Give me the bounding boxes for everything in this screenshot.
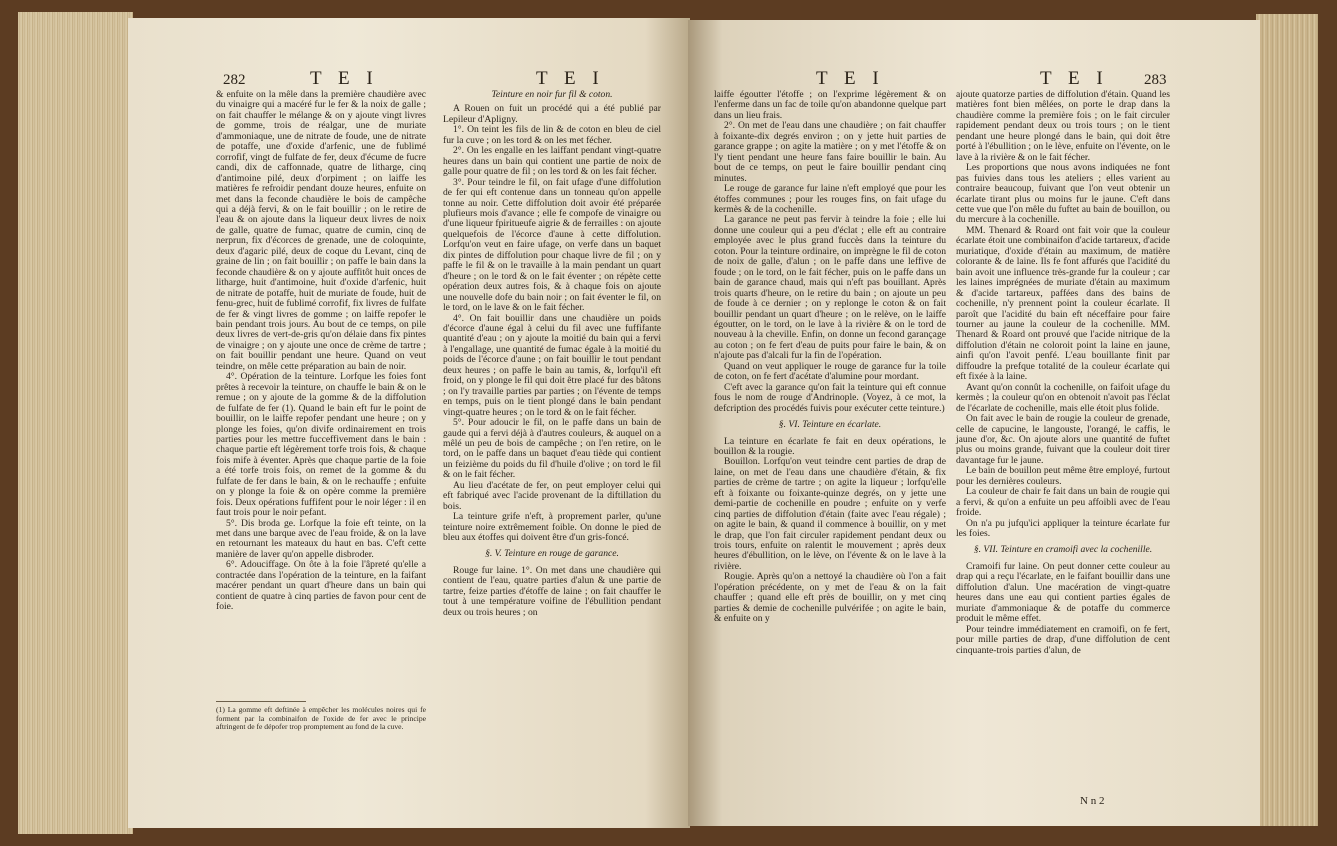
left-page-edges (18, 12, 133, 834)
paragraph: La teinture en écarlate fe fait en deux opérations, le bouillon & la rougie. (714, 435, 946, 457)
paragraph: Avant qu'on connût la cochenille, on faifoit ufage du kermès ; la couleur qu'on en obtenoit n'avoit pas l'éclat de l'écarlate de cochenille, mais elle étoit plus folide. (956, 381, 1170, 414)
paragraph: Bouillon. Lorfqu'on veut teindre cent parties de drap de laine, on met de l'eau dans une chaudière d'étain, & fix parties de crème de tartre ; on agite la liqueur ; lorfqu'elle eft à foixante ou foixante-quinze degrés, on y jette une demi-partie de cochenille en poudre ; enfuite on y verfe cinq parties de diffolution d'étain (faite avec l'eau régale) ; on agite le bain, & quand il commence à bouillir, on y met le drap, que l'on fait circuler rapidement pendant deux ou trois tours, enfuite on ralentit le mouvement ; après deux heures d'ébullition, on le lève, on l'évente & on le lave à la rivière. (714, 456, 946, 572)
signature-mark: N n 2 (1080, 795, 1105, 807)
paragraph: C'eft avec la garance qu'on fait la teinture qui eft connue fous le nom de rouge d'Andrinople. (Voyez, à ce mot, la defcription des procédés fuivis pour exécuter cette teinture.) (714, 381, 946, 414)
left-header-word-2: T E I (536, 68, 605, 89)
left-page (128, 18, 690, 828)
paragraph: 2°. On les engalle en les laiffant pendant vingt-quatre heures dans un bain qui contient une partie de noix de galle pour quatre de fil ; on les tord & on les fait fécher. (443, 145, 661, 178)
footnote: (1) La gomme eft deftinée à empêcher les molécules noires qui fe forment par la combinaifon de l'oxide de fer avec le principe aftringent de fe dépofer trop promptement au fond de la cuve. (216, 705, 426, 732)
right-page (688, 20, 1260, 826)
paragraph: 2°. On met de l'eau dans une chaudière ; on fait chauffer à foixante-dix degrés environ ; on y jette huit parties de garance grappe ; on agite la matière ; on y met l'étoffe & on l'y tient pendant une heure fans faire bouillir le bain. Au bout de ce temps, on peut le faire bouillir pendant cinq minutes. (714, 120, 946, 184)
paragraph: ajoute quatorze parties de diffolution d'étain. Quand les matières font bien mêlées, on porte le drap dans la chaudière comme la première fois ; on le fait circuler rapidement pendant deux ou trois tours ; on le tient pendant une heure plongé dans le bain, qui doit être porté à l'ébullition ; on le lève, enfuite on l'évente, on le lave à la rivière & on le fait fécher. (956, 89, 1170, 163)
paragraph: Rougie. Après qu'on a nettoyé la chaudière où l'on a fait l'opération précédente, on y met de l'eau & on la fait chauffer ; quand elle eft près de bouillir, on y met cinq parties & demie de cochenille pulvérifée ; on agite le bain, & enfuite on y (714, 571, 946, 625)
paragraph: 4°. On fait bouillir dans une chaudière un poids d'écorce d'aune égal à celui du fil avec une fuffifante quantité d'eau ; on y ajoute la moitié du bain qui a fervi à l'engallage, une quantité de fumac égale à la moitié du poids de l'écorce d'aune ; on fait bouillir le tout pendant deux heures ; on paffe le bain au tamis, &, lorfqu'il eft froid, on y plonge le fil qui doit être placé fur des bâtons ; on l'y travaille parties par parties ; on l'évente de temps en temps, puis on le tient plongé dans le bain pendant vingt-quatre heures ; on le tord & on le fait fécher. (443, 312, 661, 418)
paragraph: 4°. Opération de la teinture. Lorfque les foies font prêtes à recevoir la teinture, on chauffe le bain & on le remue ; on y ajoute de la gomme & de la diffolution de fulfate de fer (1). Quand le bain eft fur le point de bouillir, on le laiffe repofer pendant une heure ; on y plonge les foies, qu'on divife ordinairement en trois parties pour les mettre fucceffivement dans le bain : chaque partie eft légèrement torfe trois fois, & chaque fois mife à éventer. Après que chaque partie de la foie a été torfe trois fois, on remet de la gomme & du fulfate de fer dans le bain, & on le rechauffe ; enfuite on y plonge la foie & on opère comme la première fois. Deux opérations fuffifent pour le noir léger : il en faut trois pour le noir pefant. (216, 371, 426, 519)
paragraph: Le rouge de garance fur laine n'eft employé que pour les étoffes communes ; pour les rouges fins, on fait ufage du kermès & de la cochenille. (714, 183, 946, 215)
paragraph: La couleur de chair fe fait dans un bain de rougie qui a fervi, & qu'on a enfuite un peu affoibli avec de l'eau froide. (956, 486, 1170, 519)
right-header-word-1: T E I (816, 68, 885, 89)
paragraph: 1°. On teint les fils de lin & de coton en bleu de ciel fur la cuve ; on les tord & on les met fécher. (443, 124, 661, 146)
paragraph: 3°. Pour teindre le fil, on fait ufage d'une diffolution de fer qui eft contenue dans un tonneau qu'on appelle tonne au noir. Cette diffolution doit avoir été préparée plufieurs mois d'avance ; elle fe compofe de vinaigre ou d'une liqueur fpiritueufe aigrie & de ferrailles : on ajoute quelquefois de l'écorce d'aune à cette diffolution. Lorfqu'on veut en faire ufage, on verfe dans un baquet dix pintes de diffolution pour chaque livre de fil ; on y paffe le fil & on le travaille à la main pendant un quart d'heure ; on le tord & on le fait éventer ; on répète cette opération deux autres fois, & à chaque fois on ajoute une nouvelle dofe du bain noir ; on fait éventer le fil, on le tord, on le lave & on le fait fécher. (443, 176, 661, 314)
left-column-2 (443, 90, 661, 790)
paragraph: 6°. Adouciffage. On ôte à la foie l'âpreté qu'elle a contractée dans l'opération de la teinture, en la faifant macérer pendant un quart d'heure dans un bain qui contient de quatre à cinq parties de favon pour cent de foie. (216, 559, 426, 613)
right-page-number: 283 (1144, 72, 1167, 88)
section-heading-vi: §. VI. Teinture en écarlate. (778, 419, 882, 431)
paragraph: Quand on veut appliquer le rouge de garance fur la toile de coton, on fe fert d'acétate d'alumine pour mordant. (714, 360, 946, 383)
right-page-edges (1256, 14, 1318, 826)
paragraph: On n'a pu jufqu'ici appliquer la teinture écarlate fur les foies. (956, 517, 1170, 540)
section-heading-vii: §. VII. Teinture en cramoifi avec la cochenille. (973, 544, 1153, 556)
section-heading-v: §. V. Teinture en rouge de garance. (485, 548, 619, 560)
paragraph: laiffe égoutter l'étoffe ; on l'exprime légèrement & on l'enferme dans un fac de toile qu'on abandonne quelque part dans un lieu frais. (714, 89, 946, 121)
paragraph: & enfuite on la mêle dans la première chaudière avec du vinaigre qui a macéré fur le fer & la noix de galle ; on fait chauffer le mélange & on y ajoute vingt livres de gomme, trois de réalgar, une de muriate d'ammoniaque, une de nitrate de foude, une de nitrate de potaffe, une d'oxide d'arfenic, une de fublimé corrofif, vingt de fulfate de fer, deux d'écume de fucre candi, dix de caffonnade, quatre de litharge, cinq d'antimoine pilé, deux d'orpiment ; on laiffe les matières fe refroidir pendant douze heures, enfuite on met dans la feconde chaudière le bois de campêche qui a déjà fervi, & on le fait bouillir ; on le retire de l'eau & on ajoute dans la liqueur deux livres de noix de galle, quatre de fumac, quatre de cumin, cinq de nerprun, fix d'écorces de grenade, une de coloquinte, deux d'agaric pilé, deux de coque du Levant, cinq de graine de lin ; on fait bouillir ; on paffe le bain dans la feconde chaudière & on y ajoute auffitôt huit onces de litharge, huit d'antimoine, huit d'oxide d'arfenic, huit de nitrate de potaffe, huit de muriate de foude, huit de fenu-grec, huit de fublimé corrofif, fix livres de fulfate de fer & vingt livres de gomme ; on laiffe repofer le bain pendant trois jours. Au bout de ce temps, on pile deux livres de vert-de-gris qu'on délaie dans fix pintes de vinaigre ; on y ajoute une once de crème de tartre ; on fait bouillir pendant une heure. Quand on veut teindre, on mêle cette préparation au bain de noir. (216, 89, 426, 372)
left-header-word-1: T E I (310, 68, 379, 89)
paragraph: Rouge fur laine. 1°. On met dans une chaudière qui contient de l'eau, quatre parties d'alun & une partie de tartre, feize parties d'étoffe de laine ; on fait chauffer le tout à une température voifine de l'ébullition pendant deux ou trois heures ; on (443, 564, 661, 618)
paragraph: MM. Thenard & Roard ont fait voir que la couleur écarlate étoit une combinaifon d'acide tartareux, d'acide muriatique, d'oxide d'étain au maximum, de matière colorante & de laine. Ils fe font affurés que l'acidité du bain avoit une influence très-grande fur la couleur ; car les laines imprégnées de muriate d'étain au maximum & d'acide tartareux, paffées dans des bains de cochenille, n'y prennent point la couleur écarlate. Il paroît que l'acidité du bain eft néceffaire pour faire tourner au jaune la couleur de la cochenille. MM. Thenard & Roard ont prouvé que l'acide nitrique de la diffolution d'étain ne coloroit point la laine en jaune, ainfi qu'on l'avoit penfé. L'eau bouillante finit par diffoudre la prefque totalité de la couleur écarlate qui eft fixée à la laine. (956, 224, 1170, 383)
right-header-word-2: T E I (1040, 68, 1109, 89)
paragraph: 5°. Pour adoucir le fil, on le paffe dans un bain de gaude qui a fervi déjà à d'autres couleurs, & auquel on a mêlé un peu de bois de campêche ; on l'en retire, on le tord, on le paffe dans un baquet d'eau tiède qui contient un feizième du poids du fil d'huile d'olive ; on tord le fil & on le fait fécher. (443, 417, 661, 481)
left-page-number: 282 (223, 72, 246, 88)
paragraph: La garance ne peut pas fervir à teindre la foie ; elle lui donne une couleur qui a peu d'éclat ; elle eft au contraire employée avec le plus grand fuccès dans la teinture du coton. Pour la teinture ordinaire, on imprègne le fil de coton de noix de galle, d'alun ; on le paffe dans une leffive de foude ; on le tord, on le fait fécher, puis on le paffe dans un bain de garance chaud, mais qui n'eft pas bouillant. Après trois quarts d'heure, on le retire du bain ; on ajoute un peu de foude à ce dernier ; on y replonge le coton & on fait bouillir pendant un quart d'heure ; on le relève, on le laiffe égoutter, on le tord, on le lave à la rivière & on le tord de nouveau à la cheville. Enfin, on donne un fecond garançage au coton ; on fe fert d'eau de puits pour faire le bain, & on n'ajoute pas d'alcali fur la fin de l'opération. (714, 214, 946, 362)
footnote-rule (216, 701, 306, 702)
paragraph: On fait avec le bain de rougie la couleur de grenade, celle de capucine, le langouste, l'orangé, le caffis, le jaune d'or, &c. On ajoute alors une quantité de fuftet plus ou moins grande, fuivant que la couleur doit tirer davantage fur le jaune. (956, 413, 1170, 466)
column-heading: Teinture en noir fur fil & coton. (491, 89, 613, 100)
paragraph: La teinture grife n'eft, à proprement parler, qu'une teinture noire extrêmement foible. On donne le pied de bleu aux étoffes qui doivent être d'un gris-foncé. (443, 511, 661, 544)
paragraph: Pour teindre immédiatement en cramoifi, on fe fert, pour mille parties de drap, d'une diffolution de cent cinquante-trois parties d'alun, de (956, 623, 1170, 656)
paragraph: Au lieu d'acétate de fer, on peut employer celui qui eft fabriqué avec l'acide provenant de la diftillation du bois. (443, 479, 661, 512)
left-column-1 (216, 90, 426, 700)
right-column-1 (714, 90, 946, 800)
paragraph: Le bain de bouillon peut même être employé, furtout pour les dernières couleurs. (956, 465, 1170, 487)
paragraph: Les proportions que nous avons indiquées ne font pas fuivies dans tous les ateliers ; elles varient au contraire beaucoup, fuivant que l'on veut obtenir un écarlate tirant plus ou moins fur le jaune. C'eft dans cette vue que l'on mêle du fuftet au bain de bouillon, ou du mercure à la cochenille. (956, 162, 1170, 226)
paragraph: A Rouen on fuit un procédé qui a été publié par Lepileur d'Apligny. (443, 103, 661, 125)
paragraph: Cramoifi fur laine. On peut donner cette couleur au drap qui a reçu l'écarlate, en le faifant bouillir dans une diffolution d'alun. Une macération de vingt-quatre heures dans une eau qui contient parties égales de muriate d'ammoniaque & de potaffe du commerce produit le même effet. (956, 560, 1170, 625)
paragraph: 5°. Dis broda ge. Lorfque la foie eft teinte, on la met dans une barque avec de l'eau froide, & on la lave en retournant les mateaux du haut en bas. C'eft cette manière de laver qu'on appelle disbroder. (216, 517, 426, 560)
right-column-2 (956, 90, 1170, 790)
